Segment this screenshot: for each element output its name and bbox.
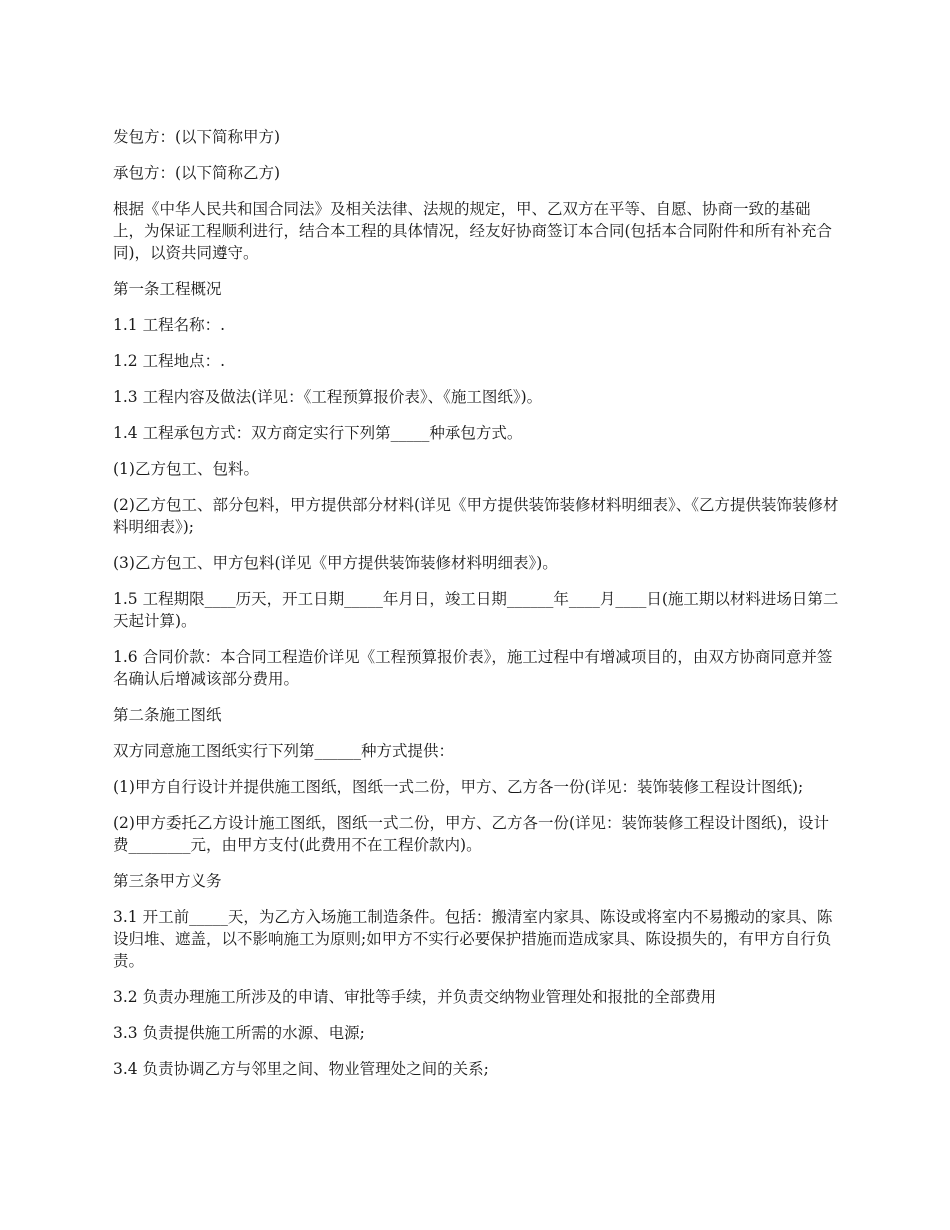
party-b-line: 承包方：(以下简称乙方) (113, 164, 281, 182)
clause-3-2: 3.2 负责办理施工所涉及的申请、审批等手续，并负责交纳物业管理处和报批的全部费用 (113, 988, 717, 1006)
preamble-paragraph: 根据《中华人民共和国合同法》及相关法律、法规的规定，甲、乙双方在平等、自愿、协商一致的基础上，为保证工程顺利进行，结合本工程的具体情况，经友好协商签订本合同(包括本合同附件和所有补充合同)，以资共同遵守。 (113, 200, 833, 262)
clause-2-option-1: (1)甲方自行设计并提供施工图纸，图纸一式二份，甲方、乙方各一份(详见：装饰装修工程设计图纸); (113, 778, 804, 796)
clause-1-5: 1.5 工程期限____历天，开工日期_____年月日，竣工日期______年____月____日(施工期以材料进场日第二天起计算)。 (113, 590, 839, 630)
clause-3-1: 3.1 开工前_____天，为乙方入场施工制造条件。包括：搬清室内家具、陈设或将室内不易搬动的家具、陈设归堆、遮盖，以不影响施工为原则;如甲方不实行必要保护措施而造成家具、陈设损失的，有甲方自行负责。 (113, 908, 833, 970)
clause-1-4-option-3: (3)乙方包工、甲方包料(详见《甲方提供装饰装修材料明细表》)。 (113, 554, 558, 572)
clause-2-intro: 双方同意施工图纸实行下列第______种方式提供： (113, 742, 455, 760)
clause-1-6: 1.6 合同价款：本合同工程造价详见《工程预算报价表》，施工过程中有增减项目的，由双方协商同意并签名确认后增减该部分费用。 (113, 648, 833, 688)
clause-3-3: 3.3 负责提供施工所需的水源、电源; (113, 1024, 365, 1042)
section-heading-3: 第三条甲方义务 (113, 872, 222, 890)
section-heading-1: 第一条工程概况 (113, 280, 222, 298)
clause-1-4-option-2: (2)乙方包工、部分包料，甲方提供部分材料(详见《甲方提供装饰装修材料明细表》、《乙方提供装饰装修材料明细表》); (113, 496, 839, 536)
clause-1-1: 1.1 工程名称：. (113, 316, 226, 334)
clause-1-3: 1.3 工程内容及做法(详见：《工程预算报价表》、《施工图纸》)。 (113, 388, 543, 406)
clause-1-4-option-1: (1)乙方包工、包料。 (113, 460, 259, 478)
party-a-line: 发包方：(以下简称甲方) (113, 128, 281, 146)
section-heading-2: 第二条施工图纸 (113, 706, 222, 724)
clause-1-2: 1.2 工程地点：. (113, 352, 226, 370)
clause-2-option-2: (2)甲方委托乙方设计施工图纸，图纸一式二份，甲方、乙方各一份(详见：装饰装修工程设计图纸)，设计费________元，由甲方支付(此费用不在工程价款内)。 (113, 814, 830, 854)
clause-3-4: 3.4 负责协调乙方与邻里之间、物业管理处之间的关系; (113, 1060, 489, 1078)
clause-1-4: 1.4 工程承包方式：双方商定实行下列第_____种承包方式。 (113, 424, 523, 442)
